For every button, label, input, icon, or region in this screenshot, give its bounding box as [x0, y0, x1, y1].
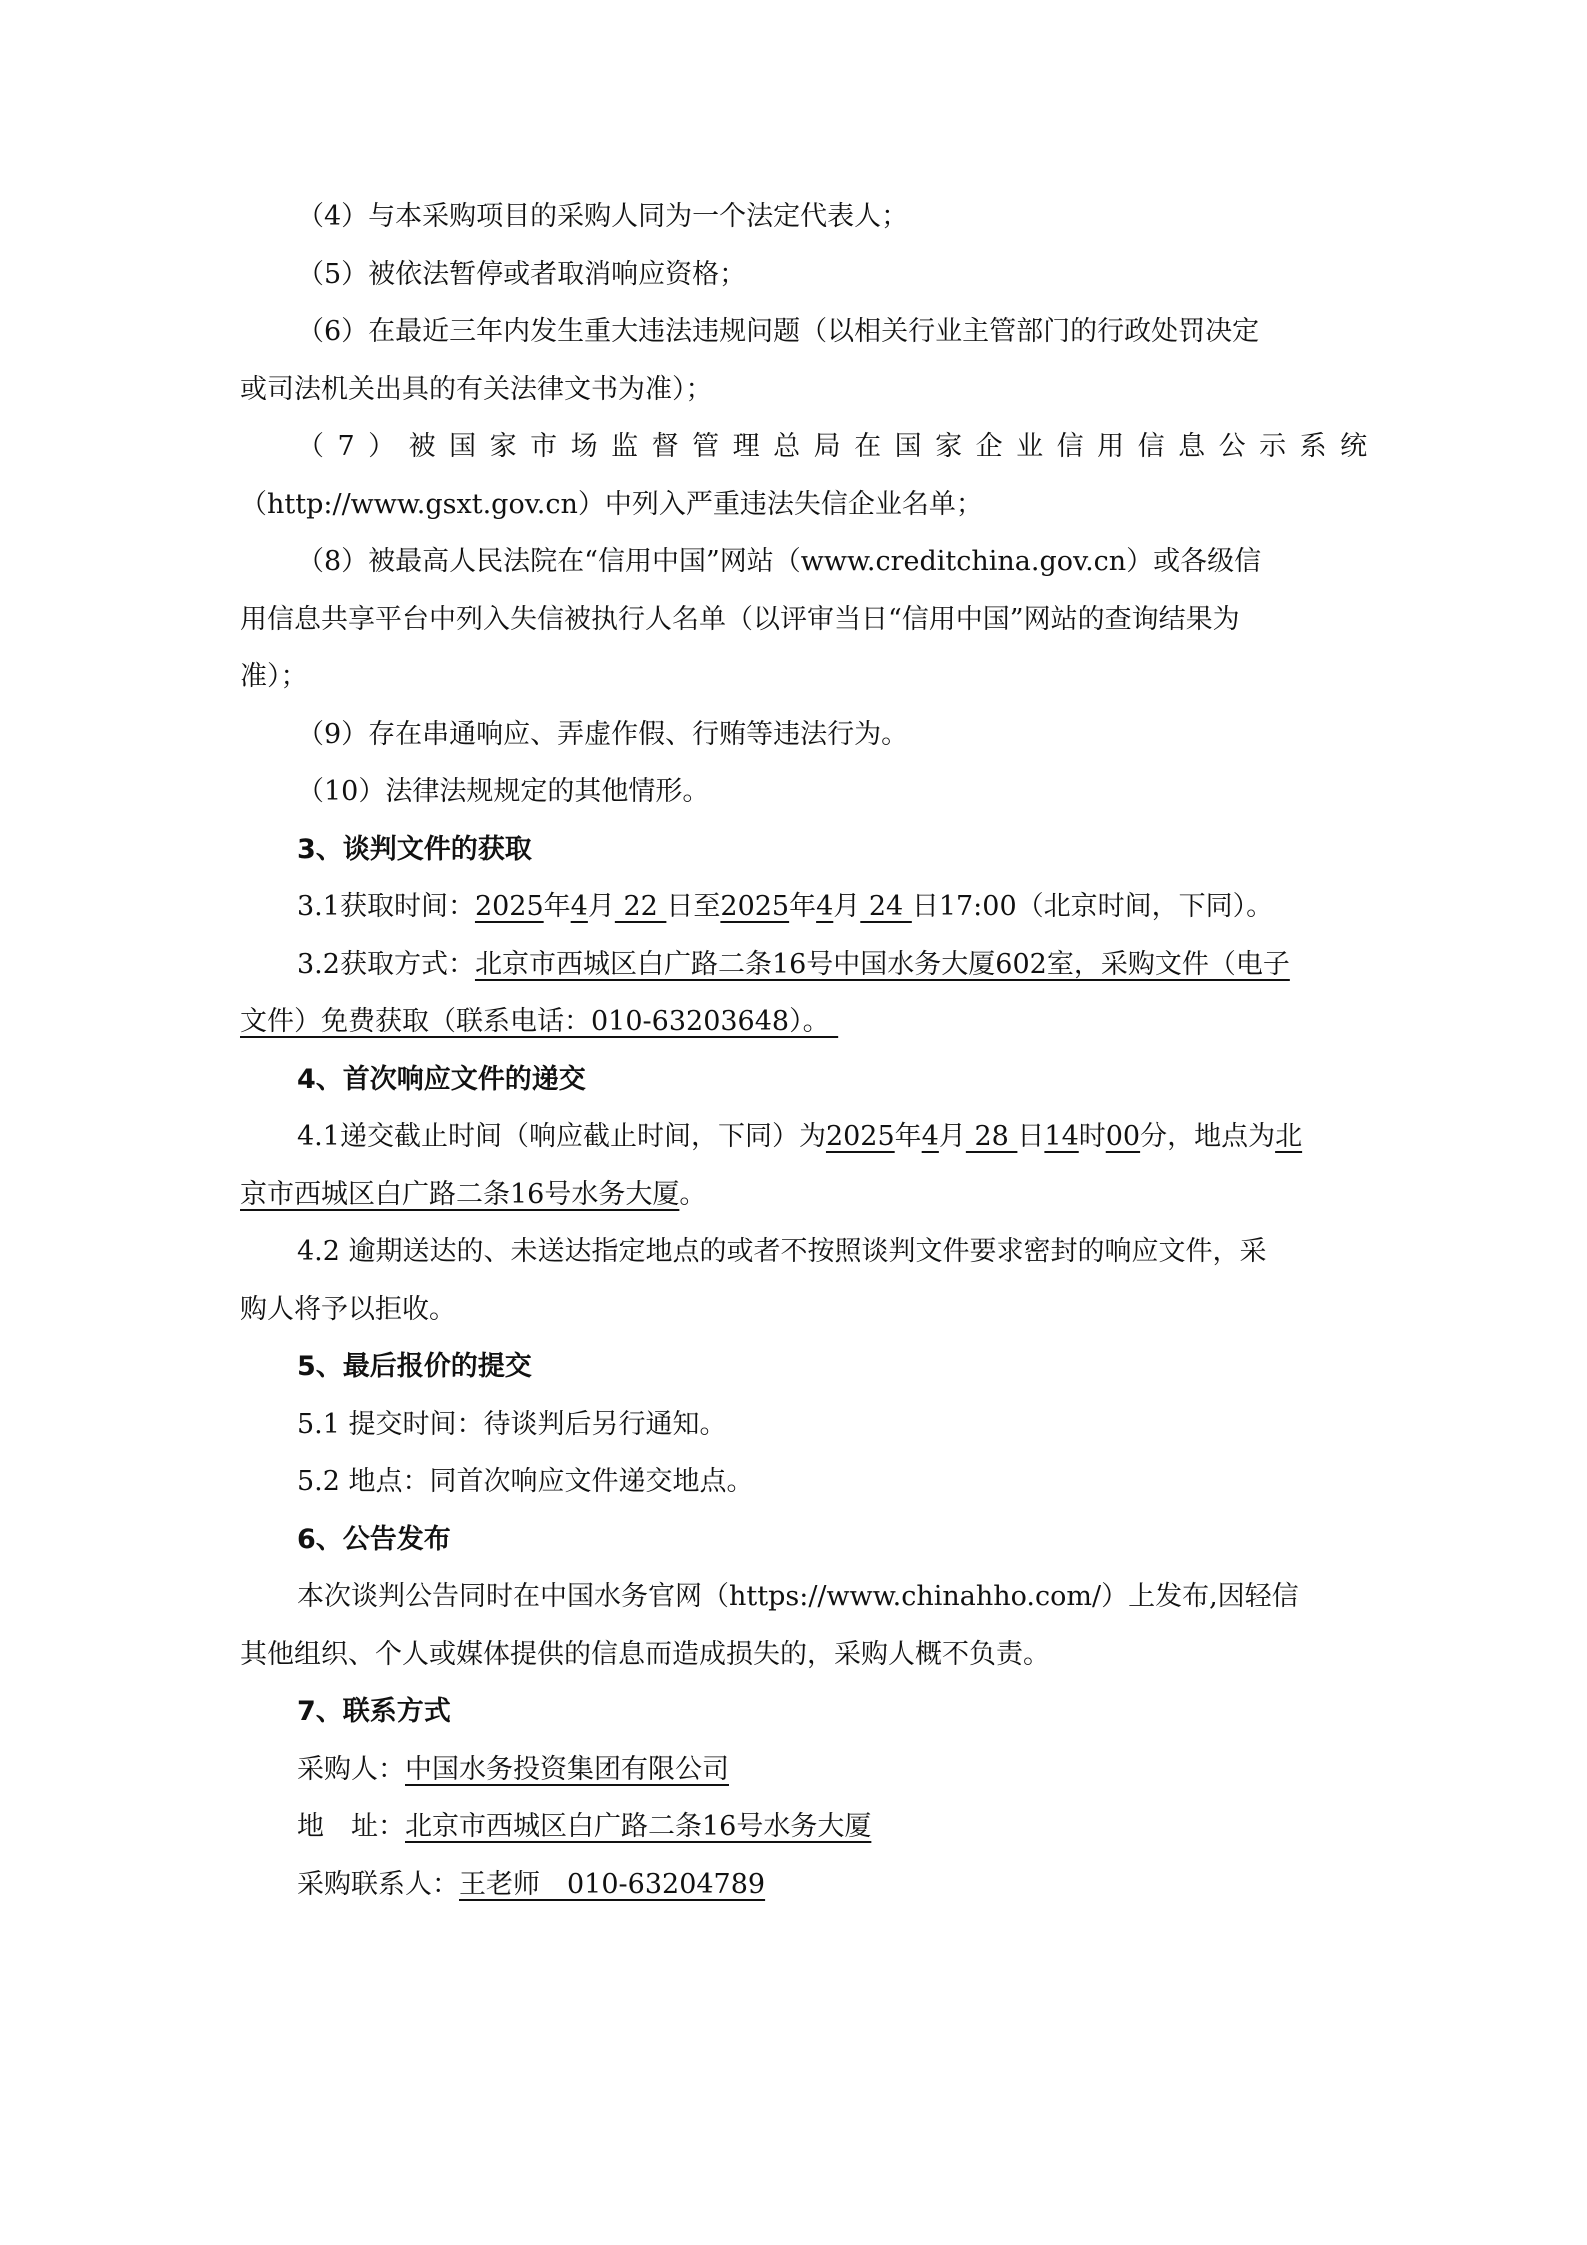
label: 4.1递交截止时间（响应截止时间，下同）为 [297, 1121, 826, 1152]
contact-value: 王老师 010-63204789 [459, 1868, 766, 1900]
hour-unit: 时 [1078, 1121, 1106, 1152]
buyer-label: 采购人： [297, 1753, 405, 1785]
item-7-line-1: （7）被国家市场监督管理总局在国家企业信用信息公示系统 [297, 431, 1381, 462]
acquire-method: 北京市西城区白广路二条16号中国水务大厦602室，采购文件（电子 [474, 948, 1290, 980]
contact-person [240, 1856, 1348, 1914]
buyer-value: 中国水务投资集团有限公司 [405, 1753, 729, 1785]
day-unit-to: 日至 [666, 891, 721, 922]
end-time: 17:00（北京时间，下同）。 [938, 891, 1274, 922]
section-5-1: 5.1 提交时间：待谈判后另行通知。 [297, 1408, 727, 1440]
deadline-minute: 00 [1105, 1121, 1141, 1152]
item-8-line-2: 用信息共享平台中列入失信被执行人名单（以评审当日“信用中国”网站的查询结果为 [240, 603, 1240, 635]
label: 3.1获取时间： [297, 891, 475, 922]
day-unit: 日 [911, 891, 939, 922]
address-label: 地 址： [297, 1811, 405, 1842]
start-year: 2025 [474, 891, 544, 922]
deadline-place: 北 [1275, 1121, 1303, 1152]
month-unit: 月 [587, 891, 615, 922]
year-unit: 年 [543, 891, 571, 922]
minute-unit: 分，地点为 [1140, 1121, 1276, 1152]
start-day: 22 [614, 891, 667, 922]
section-3-2-line-2 [240, 993, 1348, 1051]
deadline-day: 28 [965, 1121, 1018, 1152]
section-7-heading: 7、联系方式 [297, 1696, 451, 1727]
document-body [240, 188, 1381, 1913]
section-4-2-line-2: 购人将予以拒收。 [240, 1293, 456, 1325]
end-month: 4 [816, 891, 834, 922]
item-9: （9）存在串通响应、弄虚作假、行贿等违法行为。 [297, 718, 909, 750]
deadline-month: 4 [921, 1121, 939, 1152]
item-7-line-2: （http://www.gsxt.gov.cn）中列入严重违法失信企业名单； [240, 488, 983, 520]
section-6-line-1: 本次谈判公告同时在中国水务官网（https://www.chinahho.com/）上发布,因轻信 [297, 1581, 1299, 1612]
section-6-heading: 6、公告发布 [297, 1523, 451, 1555]
month-unit: 月 [938, 1121, 966, 1152]
label: 3.2获取方式： [297, 948, 475, 980]
section-4-1-line-1 [240, 1108, 1348, 1166]
item-6-line-1: （6）在最近三年内发生重大违法违规问题（以相关行业主管部门的行政处罚决定 [297, 316, 1260, 347]
contact-label: 采购联系人： [297, 1868, 459, 1900]
period: 。 [679, 1178, 707, 1210]
start-month: 4 [570, 891, 588, 922]
address-value: 北京市西城区白广路二条16号水务大厦 [405, 1811, 872, 1842]
item-6-line-2: 或司法机关出具的有关法律文书为准）； [240, 373, 713, 405]
acquire-method-cont: 文件）免费获取（联系电话：010-63203648）。 [240, 1006, 839, 1037]
section-6-line-2: 其他组织、个人或媒体提供的信息而造成损失的，采购人概不负责。 [240, 1638, 1050, 1670]
section-4-2-line-1: 4.2 逾期送达的、未送达指定地点的或者不按照谈判文件要求密封的响应文件，采 [297, 1236, 1267, 1267]
section-3-heading: 3、谈判文件的获取 [297, 833, 532, 865]
deadline-year: 2025 [825, 1121, 895, 1152]
end-year: 2025 [720, 891, 790, 922]
deadline-hour: 14 [1044, 1121, 1079, 1152]
month-unit: 月 [833, 891, 861, 922]
contact-address [240, 1798, 1348, 1856]
item-10: （10）法律法规规定的其他情形。 [297, 776, 710, 807]
year-unit: 年 [789, 891, 817, 922]
item-5: （5）被依法暂停或者取消响应资格； [297, 258, 747, 290]
section-3-2-line-1 [240, 936, 1348, 994]
section-4-heading: 4、首次响应文件的递交 [297, 1063, 586, 1095]
item-8-line-1: （8）被最高人民法院在“信用中国”网站（www.creditchina.gov.cn）或各级信 [297, 546, 1262, 577]
section-5-2: 5.2 地点：同首次响应文件递交地点。 [297, 1466, 754, 1497]
section-3-1 [240, 878, 1348, 936]
deadline-place-cont: 京市西城区白广路二条16号水务大厦 [240, 1178, 680, 1210]
section-5-heading: 5、最后报价的提交 [297, 1351, 532, 1382]
item-8-line-3: 准）； [240, 661, 308, 692]
day-unit: 日 [1017, 1121, 1045, 1152]
end-day: 24 [860, 891, 912, 922]
item-4: （4）与本采购项目的采购人同为一个法定代表人； [297, 201, 909, 232]
section-4-1-line-2 [240, 1166, 1348, 1224]
contact-buyer [240, 1741, 1348, 1799]
year-unit: 年 [894, 1121, 922, 1152]
